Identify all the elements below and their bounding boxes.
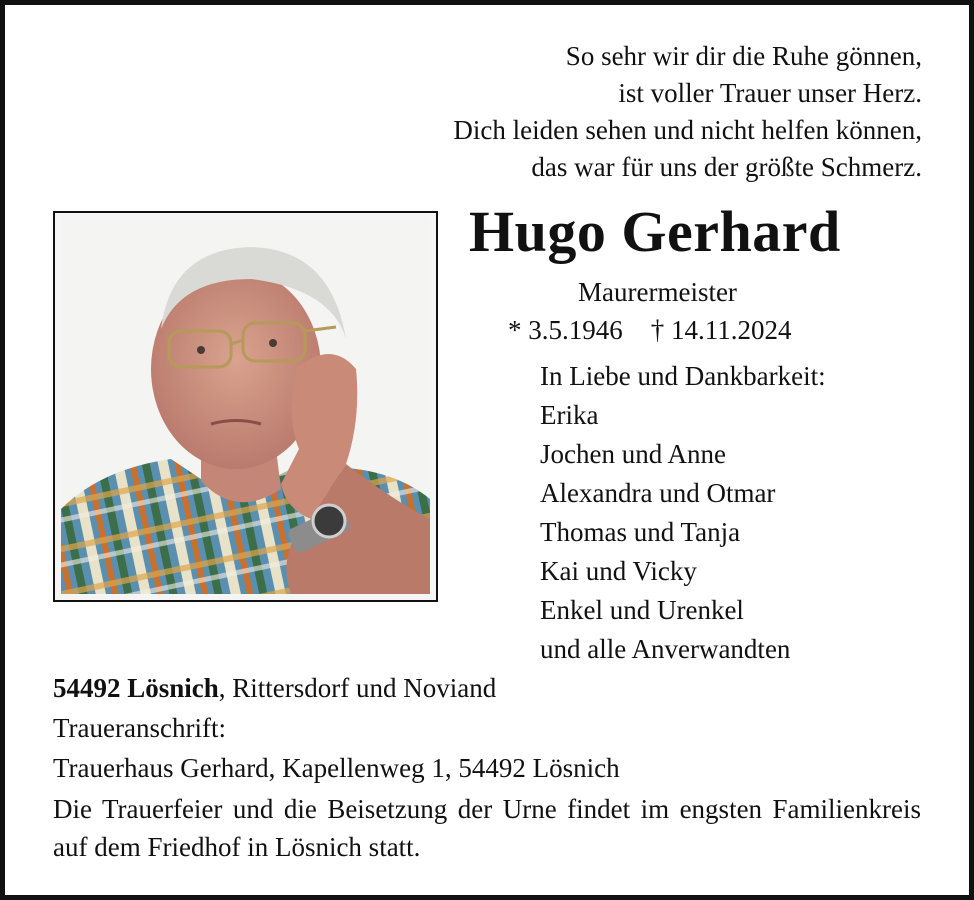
birth-date: * 3.5.1946 <box>508 315 623 345</box>
mourner-name: Kai und Vicky <box>540 556 697 586</box>
poem-line: So sehr wir dir die Ruhe gönnen, <box>565 41 922 71</box>
death-date: † 14.11.2024 <box>650 315 792 345</box>
deceased-profession: Maurermeister <box>578 277 737 307</box>
portrait-photo-illustration <box>61 219 430 594</box>
poem <box>453 38 922 186</box>
address-street: Trauerhaus Gerhard, Kapellenweg 1, 54492 Lösnich <box>53 753 620 783</box>
mourners-intro: In Liebe und Dankbarkeit: <box>540 361 826 391</box>
mourners-list <box>540 357 826 669</box>
address-block <box>53 668 921 866</box>
mourner-name: Alexandra und Otmar <box>540 478 776 508</box>
mourner-name: Jochen und Anne <box>540 439 726 469</box>
mourner-name: Thomas und Tanja <box>540 517 741 547</box>
poem-line: Dich leiden sehen und nicht helfen können, <box>453 115 922 145</box>
poem-line: ist voller Trauer unser Herz. <box>618 78 922 108</box>
funeral-notice: Die Trauerfeier und die Beisetzung der Urne findet im engsten Familienkreis auf dem Friedhof in Lösnich statt. <box>53 794 921 862</box>
deceased-name: Hugo Gerhard <box>469 199 841 264</box>
portrait-photo <box>53 211 438 602</box>
address-label: Traueranschrift: <box>53 713 226 743</box>
life-dates <box>508 315 792 346</box>
place-line <box>53 668 921 708</box>
place-bold: 54492 Lösnich <box>53 673 219 703</box>
place-rest: , Rittersdorf und Noviand <box>218 673 497 703</box>
mourner-name: Enkel und Urenkel <box>540 595 744 625</box>
poem-line: das war für uns der größte Schmerz. <box>531 152 922 182</box>
mourner-name: und alle Anverwandten <box>540 634 791 664</box>
mourner-name: Erika <box>540 400 599 430</box>
